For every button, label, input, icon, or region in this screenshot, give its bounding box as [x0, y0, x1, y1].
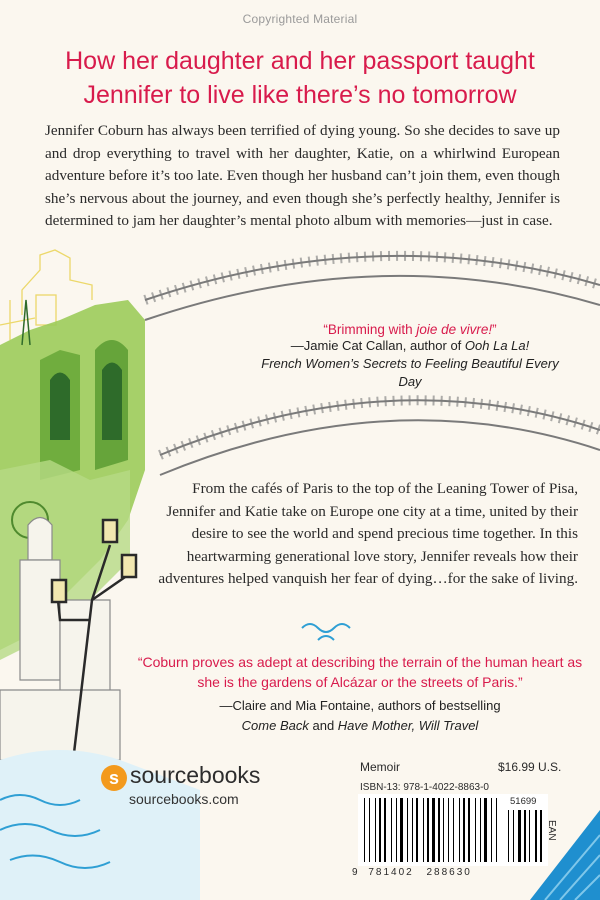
quote-1-attribution: [250, 337, 570, 355]
water-wave-middle: [302, 624, 350, 640]
quote-1-book-title-1: Ooh La La!: [464, 338, 530, 353]
quote-1-part-1: “Brimming with: [323, 322, 417, 337]
publisher-url: sourcebooks.com: [129, 791, 239, 807]
quote-2-and: and: [308, 718, 338, 733]
barcode-digits: [352, 867, 472, 878]
quote-2-books: [130, 716, 590, 736]
ean-label: EAN: [546, 820, 557, 841]
quote-2-book-1: Come Back: [241, 718, 309, 733]
tagline-line-1: How her daughter and her passport taught: [65, 47, 535, 75]
quote-2-attribution: —Claire and Mia Fontaine, authors of bestselling: [219, 698, 501, 713]
quote-1-book-title-2: French Women’s Secrets to Feeling Beautiful Every Day: [261, 356, 559, 389]
middle-paragraph: From the cafés of Paris to the top of the Leaning Tower of Pisa, Jennifer and Katie take on Europe one city at a time, united by their desire to see the world and spend precious time together. In this heartwarming generational love story, Jennifer reveals how their adventures helped vanquish her fear of dying…for the sake of living.: [158, 480, 578, 587]
isbn-label: ISBN-13: 978-1-4022-8863-0: [360, 782, 489, 793]
publisher-name: sourcebooks: [130, 762, 261, 788]
quote-1-italic: joie de vivre!: [416, 322, 493, 337]
review-quote-1: [250, 322, 570, 391]
copyright-watermark: Copyrighted Material: [242, 12, 358, 26]
quote-1-close: ”: [492, 322, 497, 337]
quote-2-text: “Coburn proves as adept at describing the terrain of the human heart as she is the gardens of Alcázar or the streets of Paris.”: [137, 654, 583, 690]
tagline-line-2: Jennifer to live like there’s no tomorrow: [83, 81, 517, 109]
quote-1-text: [250, 322, 570, 337]
intro-paragraph: Jennifer Coburn has always been terrified of dying young. So she decides to save up and drop everything to travel with her daughter, Katie, on a whirlwind European adventure before it’s too late. Even though her husband can’t join them, even though she’s nervous about the journey, and even though she’s perfectly healthy, Jennifer is determined to jam her daughter’s mental photo album with memories—just in case.: [45, 122, 560, 229]
barcode-digits-group-1: 781402: [368, 867, 414, 878]
sourcebooks-logo-icon: [100, 764, 128, 792]
barcode-digits-group-2: 288630: [426, 867, 472, 878]
review-quote-2: [130, 652, 590, 736]
price-label: $16.99 U.S.: [498, 760, 562, 774]
barcode-digit-first: 9: [352, 867, 358, 878]
quote-2-book-2: Have Mother, Will Travel: [337, 718, 479, 733]
genre-label: Memoir: [360, 760, 401, 774]
quote-1-author: —Jamie Cat Callan, author of: [290, 338, 465, 353]
logo-glyph: s: [108, 768, 120, 788]
price-code: 51699: [510, 796, 537, 807]
